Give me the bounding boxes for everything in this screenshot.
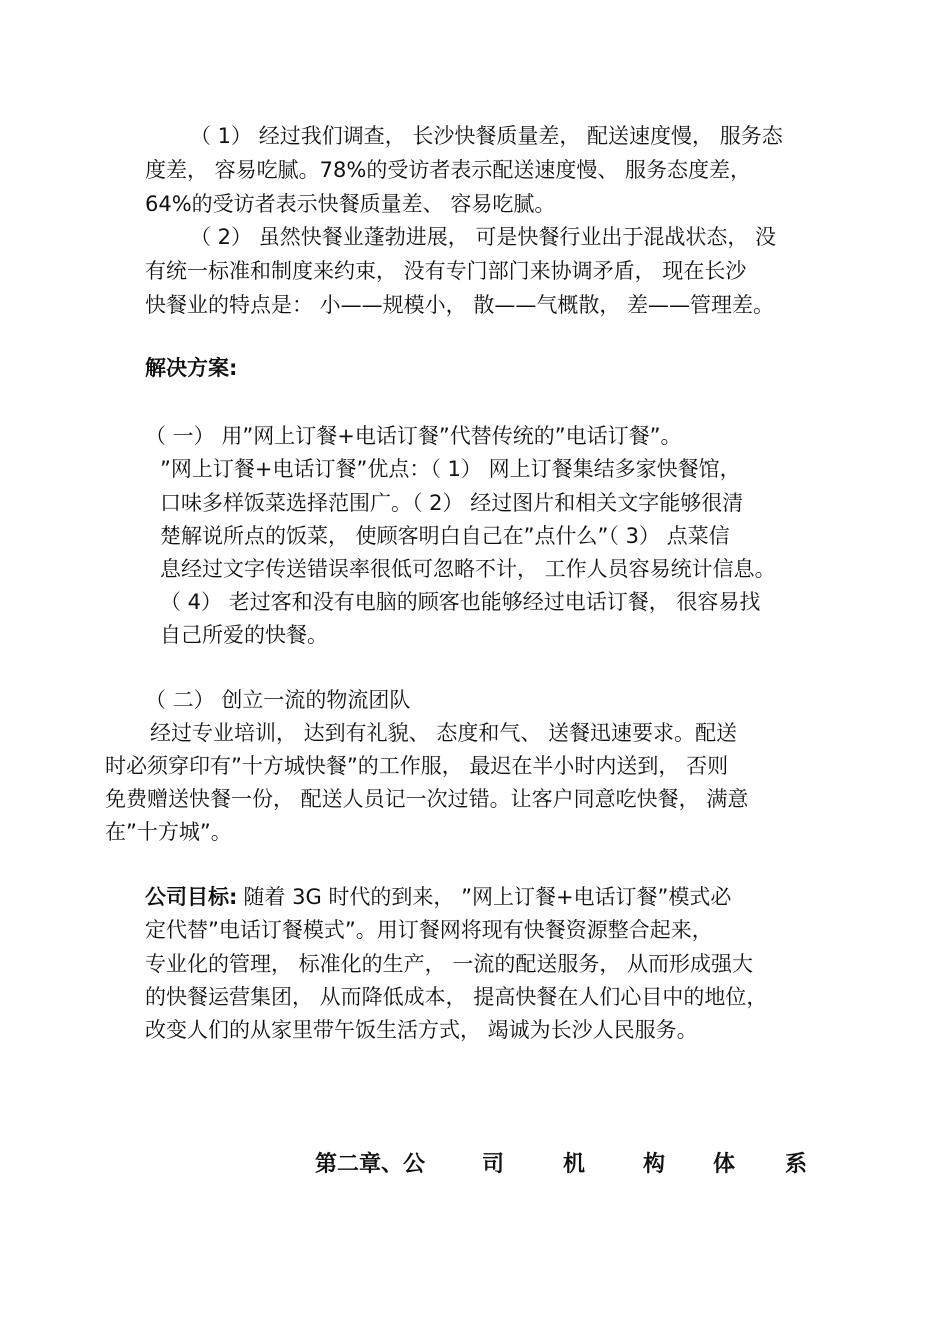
paragraph-line: （ 1） 经过我们调查， 长沙快餐质量差， 配送速度慢， 服务态 [190, 124, 783, 148]
paragraph-line: 专业化的管理， 标准化的生产， 一流的配送服务， 从而形成强大 [145, 952, 754, 976]
paragraph-line: 口味多样饭菜选择范围广。（ 2） 经过图片和相关文字能够很清 [160, 491, 744, 515]
paragraph-line: 度差， 容易吃腻。78%的受访者表示配送速度慢、 服务态度差， [145, 158, 752, 182]
chapter-heading-char: 机 [563, 1152, 586, 1177]
chapter-heading-char: 司 [482, 1152, 505, 1177]
paragraph-line: 有统一标准和制度来约束， 没有专门部门来协调矛盾， 现在长沙 [145, 259, 747, 283]
company-goal-text: 随着 3G 时代的到来， ”网上订餐+电话订餐”模式必 [243, 885, 732, 909]
paragraph-line: （ 4） 老过客和没有电脑的顾客也能够经过电话订餐， 很容易找 [160, 590, 761, 614]
paragraph-line: 在”十方城”。 [105, 820, 232, 844]
chapter-heading-prefix: 第二章、公 [315, 1152, 426, 1177]
paragraph-line: 快餐业的特点是： 小——规模小， 散——气概散， 差——管理差。 [145, 293, 775, 317]
paragraph-line: 定代替”电话订餐模式”。用订餐网将现有快餐资源整合起来， [145, 918, 713, 942]
solution-heading: 解决方案: [145, 356, 238, 380]
company-goal-first-line [145, 880, 731, 914]
solution-item-2-title: （ 二） 创立一流的物流团队 [145, 688, 411, 712]
paragraph-line: 改变人们的从家里带午饭生活方式， 竭诚为长沙人民服务。 [145, 1018, 698, 1042]
chapter-heading [315, 1148, 810, 1182]
paragraph-line: 经过专业培训， 达到有礼貌、 态度和气、 送餐迅速要求。配送 [150, 721, 738, 745]
paragraph-line: 息经过文字传送错误率很低可忽略不计， 工作人员容易统计信息。 [160, 557, 776, 581]
paragraph-line: 楚解说所点的饭菜， 使顾客明白自己在”点什么”（ 3） 点菜信 [160, 524, 730, 548]
chapter-heading-char: 体 [713, 1152, 736, 1177]
paragraph-line: 自己所爱的快餐。 [160, 623, 328, 647]
paragraph-line: 的快餐运营集团， 从而降低成本， 提高快餐在人们心目中的地位， [145, 985, 768, 1009]
chapter-heading-char: 系 [785, 1152, 808, 1177]
solution-item-1-title: （ 一） 用”网上订餐+电话订餐”代替传统的”电话订餐”。 [145, 424, 682, 448]
company-goal-label: 公司目标: [145, 885, 238, 909]
chapter-heading-char: 构 [643, 1152, 666, 1177]
paragraph-line: 时必须穿印有”十方城快餐”的工作服， 最迟在半小时内送到， 否则 [105, 754, 729, 778]
paragraph-line: 64%的受访者表示快餐质量差、 容易吃腻。 [145, 192, 556, 216]
paragraph-line: （ 2） 虽然快餐业蓬勃进展， 可是快餐行业出于混战状态， 没 [190, 225, 777, 249]
paragraph-line: ”网上订餐+电话订餐”优点：（ 1） 网上订餐集结多家快餐馆， [160, 457, 741, 481]
paragraph-line: 免费赠送快餐一份， 配送人员记一次过错。让客户同意吃快餐， 满意 [105, 787, 749, 811]
